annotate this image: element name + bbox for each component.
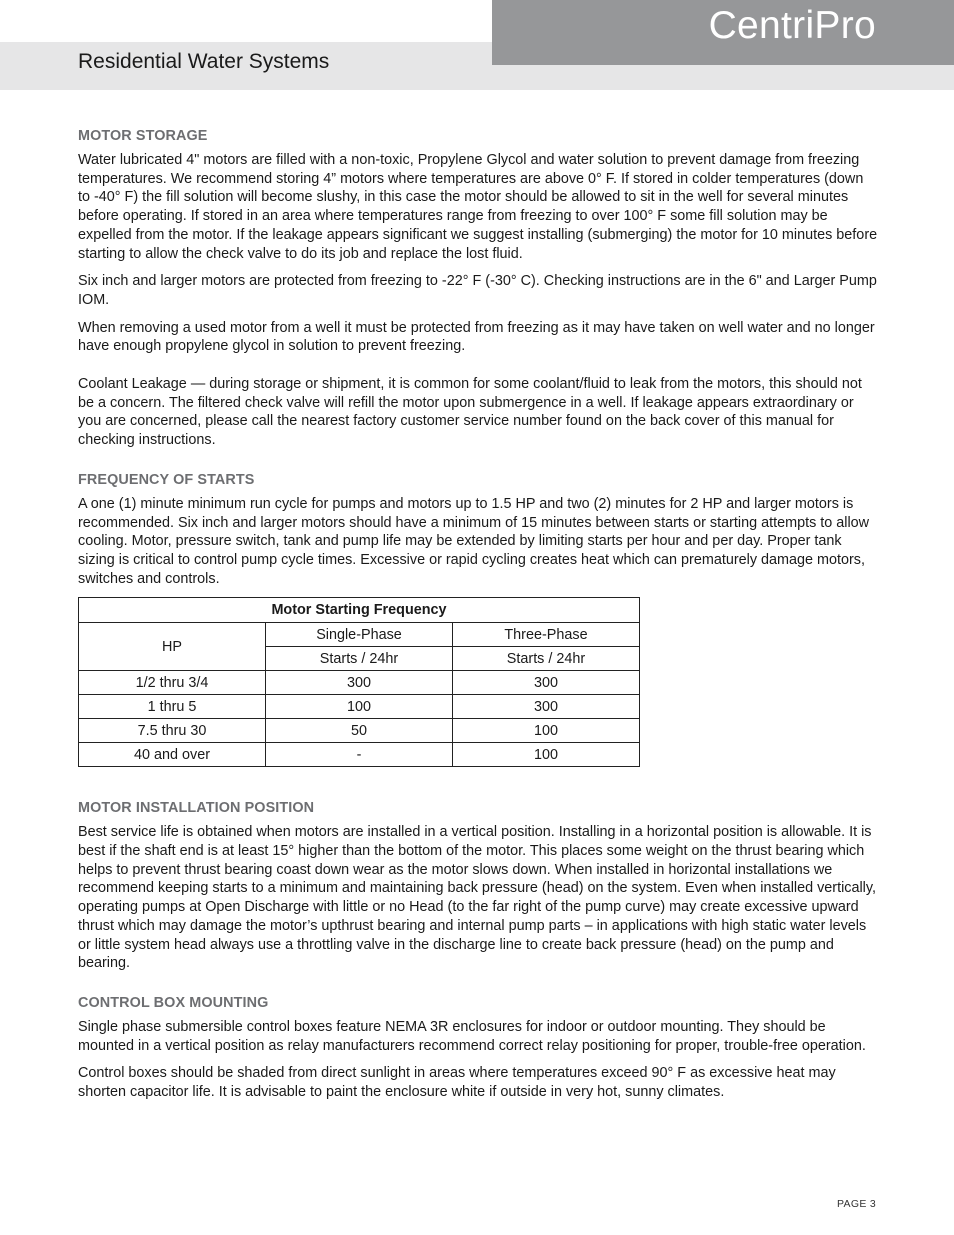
row-three: 300 — [453, 671, 640, 695]
motor-storage-p3: When removing a used motor from a well it must be protected from freezing as it may have taken on well water and no longer have enough propylene glycol in solution to prevent freezing. — [78, 319, 875, 355]
motor-storage-p2: Six inch and larger motors are protected from freezing to -22° F (-30° C). Checking instructions are in the 6" and Larger Pump IOM. — [78, 273, 877, 308]
row-hp: 7.5 thru 30 — [79, 719, 266, 743]
page-content — [78, 127, 878, 1111]
table-title: Motor Starting Frequency — [79, 598, 640, 623]
frequency-p1: A one (1) minute minimum run cycle for pumps and motors up to 1.5 HP and two (2) minutes for 2 HP and larger motors is recommended. Six inch and larger motors should have a minimum of 15 minutes between starts or starting attempts to allow cooling. Motor, pressure switch, tank and pump life may be extended by limiting starts per hour and per day. Proper tank sizing is critical to control pump cycle times. Excessive or rapid cycling creates heat which can prematurely damage motors, switches and controls. — [78, 495, 870, 587]
motor-storage-p4: Coolant Leakage — during storage or shipment, it is common for some coolant/fluid to leak from the motors, this should not be a concern. The filtered check valve will refill the motor upon submergence in a well. If leakage appears extraordinary or you are concerned, please call the nearest factory customer service number found on the back cover of this manual for checking instructions. — [78, 376, 862, 449]
three-phase-header: Three-Phase — [453, 623, 640, 647]
frequency-heading: FREQUENCY OF STARTS — [78, 471, 255, 488]
control-box-heading: CONTROL BOX MOUNTING — [78, 994, 269, 1011]
brand-logo: CentriPro — [708, 4, 876, 47]
row-single: - — [266, 743, 453, 767]
page-number: PAGE 3 — [837, 1198, 876, 1210]
single-starts-header: Starts / 24hr — [266, 647, 453, 671]
motor-storage-p1: Water lubricated 4" motors are filled with a non-toxic, Propylene Glycol and water solution to prevent damage from freezing temperatures. We recommend storing 4” motors where temperatures are above 0° F. If stored in colder temperatures (down to -40° F) the fill solution will become slushy, in this case the motor should be allowed to sit in the well for several minutes before operating. If stored in an area where temperatures range from freezing to over 100° F some fill solution may be expelled from the motor. If the leakage appears significant we suggest installing (submerging) the motor for 10 minutes before starting to allow the check valve to do its job and replace the lost fluid. — [78, 152, 878, 262]
row-single: 100 — [266, 695, 453, 719]
row-hp: 1 thru 5 — [79, 695, 266, 719]
control-box-p2: Control boxes should be shaded from direct sunlight in areas where temperatures exceed 90° F as excessive heat may shorten capacitor life. It is advisable to paint the enclosure white if outside in very hot, sunny climates. — [78, 1065, 836, 1101]
row-hp: 40 and over — [79, 743, 266, 767]
three-starts-header: Starts / 24hr — [453, 647, 640, 671]
table-row — [79, 743, 640, 767]
installation-heading: MOTOR INSTALLATION POSITION — [78, 800, 315, 817]
control-box-p1: Single phase submersible control boxes feature NEMA 3R enclosures for indoor or outdoor mounting. They should be mounted in a vertical position as relay manufacturers recommend correct relay positioning for proper, trouble-free operation. — [78, 1018, 866, 1054]
row-single: 300 — [266, 671, 453, 695]
row-three: 100 — [453, 719, 640, 743]
table-row — [79, 695, 640, 719]
row-single: 50 — [266, 719, 453, 743]
row-three: 300 — [453, 695, 640, 719]
motor-storage-heading: MOTOR STORAGE — [78, 128, 208, 144]
table-row — [79, 671, 640, 695]
hp-header: HP — [79, 623, 266, 671]
single-phase-header: Single-Phase — [266, 623, 453, 647]
row-three: 100 — [453, 743, 640, 767]
brand-box — [492, 0, 954, 65]
row-hp: 1/2 thru 3/4 — [79, 671, 266, 695]
section-title: Residential Water Systems — [78, 50, 330, 73]
motor-starting-frequency-table — [78, 597, 640, 767]
installation-p1: Best service life is obtained when motors are installed in a vertical position. Installing in a horizontal position is allowable. It is best if the shaft end is at least 15° higher than the bottom of the motor. This places some weight on the thrust bearing which helps to prevent thrust bearing coast down wear as the motor slows down. When installed in horizontal installations we recommend keeping starts to a minimum and maintaining back pressure (head) on the system. Even when installed vertically, operating pumps at Open Discharge with little or no Head (to the far right of the pump curve) may create excessive upward thrust which may damage the motor’s upthrust bearing and internal pump parts – in applications with high static water levels or little system head always use a throttling valve in the discharge line to create back pressure (head) on the pump and bearing. — [78, 824, 876, 972]
table-row — [79, 719, 640, 743]
